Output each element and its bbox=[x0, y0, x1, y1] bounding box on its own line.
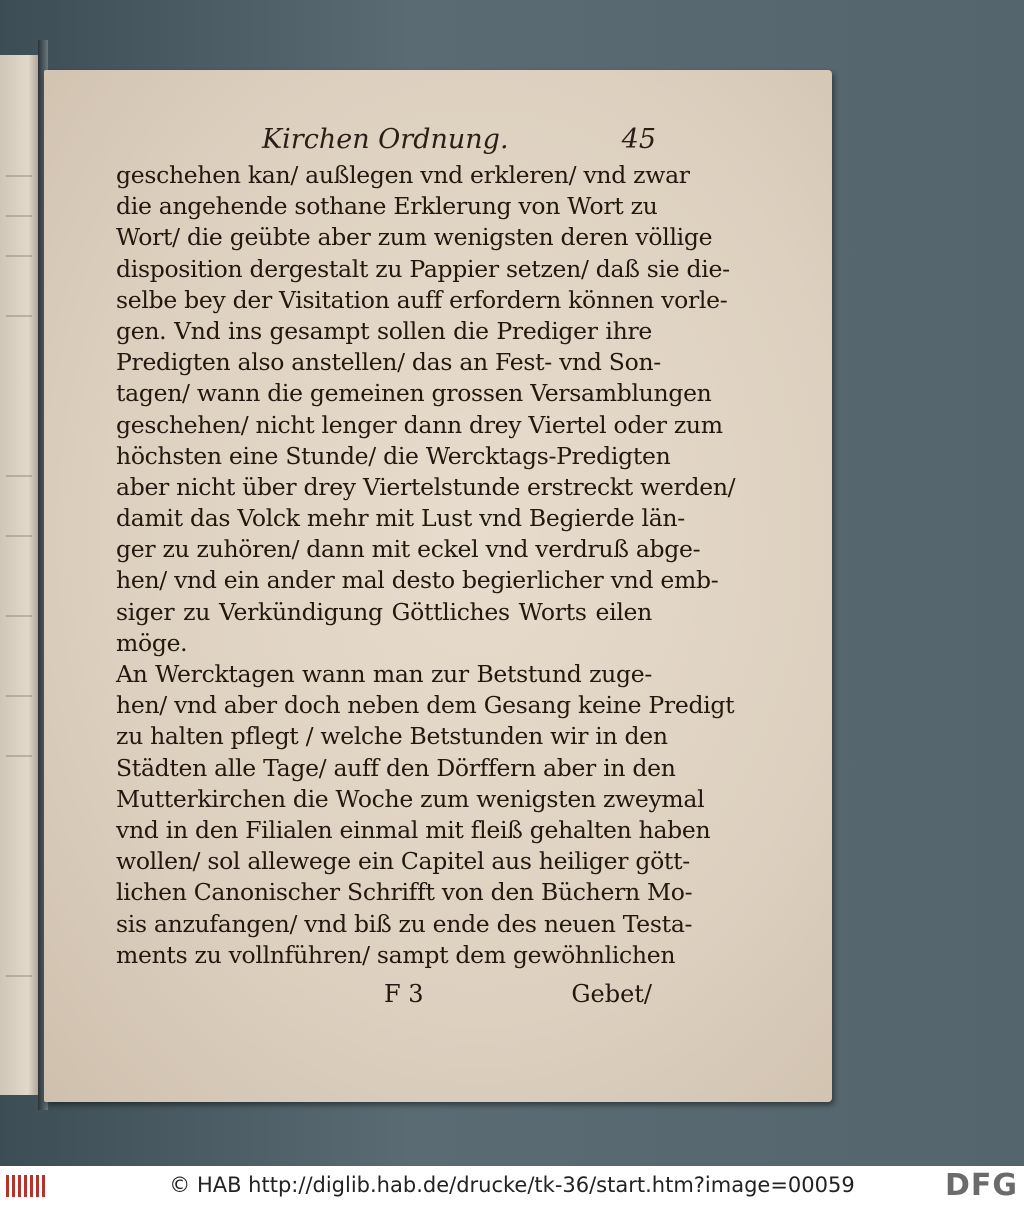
text-line: disposition dergestalt zu Pappier setzen/ daß sie die- bbox=[116, 254, 730, 283]
text-line: hen/ vnd aber doch neben dem Gesang keine Predigt bbox=[116, 691, 735, 720]
text-line: Predigten also anstellen/ das an Fest- vnd Son- bbox=[116, 348, 661, 377]
text-line: Wort/ die geübte aber zum wenigsten deren völlige bbox=[116, 223, 713, 252]
copyright-link[interactable]: © HAB http://diglib.hab.de/drucke/tk-36/start.htm?image=00059 bbox=[169, 1173, 855, 1197]
text-line: wollen/ sol allewege ein Capitel aus heiliger gött- bbox=[116, 847, 690, 876]
text-line: die angehende sothane Erklerung von Wort zu bbox=[116, 192, 658, 221]
text-line: sis anzufangen/ vnd biß zu ende des neuen Testa- bbox=[116, 909, 693, 938]
text-line: ger zu zuhören/ dann mit eckel vnd verdruß abge- bbox=[116, 535, 701, 564]
page-footer bbox=[116, 978, 652, 1012]
text-line: vnd in den Filialen einmal mit fleiß gehalten haben bbox=[116, 815, 711, 844]
text-line: hen/ vnd ein ander mal desto begierlicher vnd emb- bbox=[116, 566, 719, 595]
text-line: Städten alle Tage/ auff den Dörffern aber in den bbox=[116, 753, 676, 782]
text-line: aber nicht über drey Viertelstunde erstreckt werden/ bbox=[116, 472, 736, 501]
dfg-logo: DFG bbox=[944, 1168, 1018, 1203]
signature-mark: F 3 bbox=[384, 980, 424, 1008]
text-line: geschehen kan/ außlegen vnd erkleren/ vnd zwar bbox=[116, 161, 690, 189]
text-line: An Wercktagen wann man zur Betstund zuge- bbox=[116, 660, 652, 688]
text-line: zu halten pflegt / welche Betstunden wir in den bbox=[116, 722, 668, 751]
catchword: Gebet/ bbox=[571, 980, 652, 1008]
body-text bbox=[116, 160, 736, 971]
text-line: selbe bey der Visitation auff erfordern können vorle- bbox=[116, 285, 728, 314]
text-line: möge. bbox=[116, 628, 188, 657]
text-line: lichen Canonischer Schrifft von den Büchern Mo- bbox=[116, 878, 693, 907]
text-line: Mutterkirchen die Woche zum wenigsten zweymal bbox=[116, 784, 705, 813]
page-number: 45 bbox=[621, 124, 656, 155]
text-line: gen. Vnd ins gesampt sollen die Prediger ihre bbox=[116, 316, 652, 345]
running-header bbox=[262, 124, 662, 156]
credit-bar bbox=[0, 1166, 1024, 1205]
text-line: damit das Volck mehr mit Lust vnd Begierde län- bbox=[116, 504, 685, 533]
text-line: siger zu Verkündigung Göttliches Worts eilen bbox=[116, 597, 652, 626]
text-line: höchsten eine Stunde/ die Wercktags-Predigten bbox=[116, 441, 671, 470]
text-line: geschehen/ nicht lenger dann drey Viertel oder zum bbox=[116, 410, 723, 439]
text-line: tagen/ wann die gemeinen grossen Versamblungen bbox=[116, 379, 712, 408]
text-line: ments zu vollnführen/ sampt dem gewöhnlichen bbox=[116, 940, 676, 969]
previous-page-edge bbox=[0, 55, 40, 1095]
running-title: Kirchen Ordnung. bbox=[262, 124, 509, 155]
